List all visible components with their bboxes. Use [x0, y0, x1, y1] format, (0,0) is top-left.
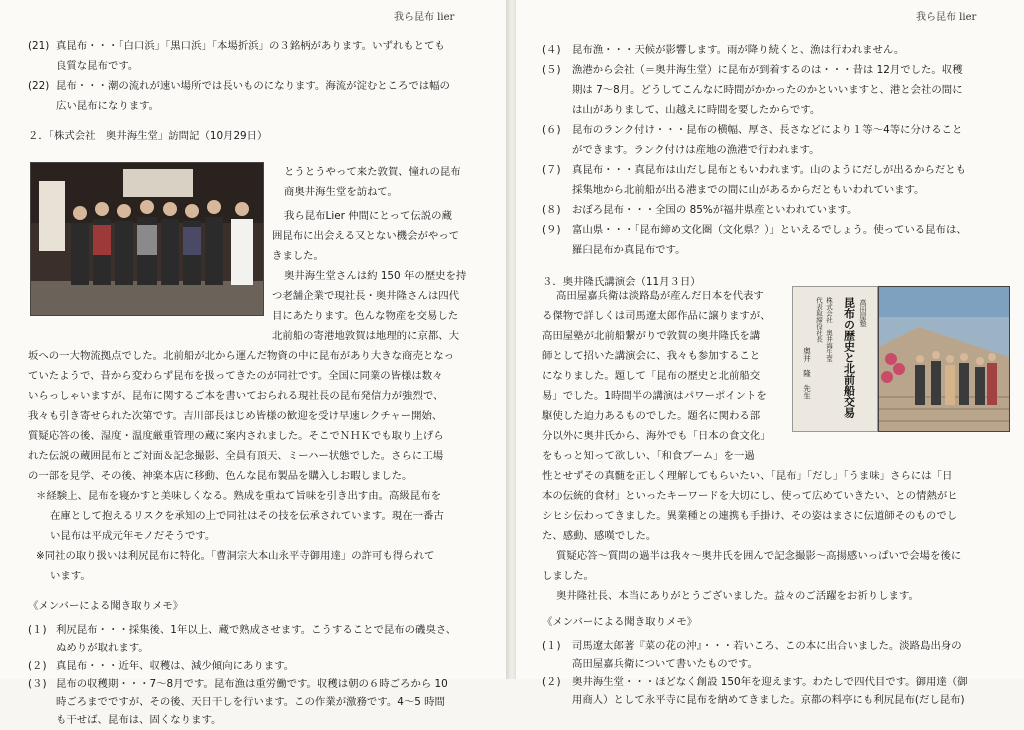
item-text: 漁港から会社（＝奥井海生堂）に昆布が到着するのは・・・昔は 12月でした。収穫	[572, 64, 963, 76]
body-line: いらっしゃいますが、昆布に関するご本を書いておられる現社長の昆布発信力が強烈で、	[28, 390, 444, 402]
banner-series: 高田屋塾	[859, 299, 867, 327]
item-text: 広い昆布になります。	[56, 100, 160, 112]
section-3-title: ３．奥井隆氏講演会（11月３日）	[542, 276, 701, 288]
body-line: る傑物で詳しくは司馬遼太郎作品に譲りますが、	[542, 310, 771, 322]
item-text: 昆布漁・・・天候が影響します。雨が降り続くと、漁は行われません。	[572, 44, 905, 56]
memo-text: 真昆布・・・近年、収穫は、減少傾向にあります。	[56, 660, 295, 672]
body-line: 分以外に奥井氏から、海外でも「日本の食文化」	[542, 430, 771, 442]
right-page	[516, 0, 1024, 706]
item-text: 採集地から北前船が出る港までの間に山があるからだともいわれています。	[572, 184, 925, 196]
memo-title: 《メンバーによる聞き取りメモ》	[28, 600, 184, 612]
item-text: 期は 7～8月。どうしてこんなに時間がかかったのかといいますと、港と会社の間に	[572, 84, 963, 96]
body-line: になりました。題して「昆布の歴史と北前船交	[542, 370, 761, 382]
note-line: 在庫として抱えるリスクを承知の上で同社はその技を伝承されています。現在一番古	[50, 510, 444, 522]
item-text: 昆布のランク付け・・・昆布の横幅、厚さ、長さなどにより１等～4等に分けること	[572, 124, 963, 136]
note-line: ＊経験上、昆布を寝かすと美味しくなる。熟成を重ねて旨味を引き出す由。高級昆布を	[36, 490, 441, 502]
body-line: 北前船の寄港地敦賀は地理的に京都、大	[272, 330, 460, 342]
body-line: ていたようで、昔から変わらず昆布を扱ってきたのが同社です。全国に同業の皆様は数々	[28, 370, 443, 382]
memo-text: 奥井海生堂・・・ほどなく創設 150年を迎えます。わたしで四代目です。御用達（御	[572, 676, 968, 688]
body-line: 坂への一大物流拠点でした。北前船が北から運んだ物資の中に昆布があり大きな商売となっ	[28, 350, 455, 362]
memo-text: 司馬遼太郎著『菜の花の沖』・・・若いころ、この本に出合いました。淡路島出身の	[572, 640, 962, 652]
left-page	[0, 0, 508, 726]
body-line: 奥井隆社長、本当にありがとうございました。益々のご活躍をお祈りします。	[556, 590, 919, 602]
item-text: ができます。ランク付けは産地の漁港で行われます。	[572, 144, 820, 156]
item-text: 真昆布・・・「白口浜」「黒口浜」「本場折浜」の３銘柄があります。いずれもとても	[56, 40, 445, 52]
item-text: 昆布・・・潮の流れが速い場所では長いものになります。海流が淀むところでは幅の	[56, 80, 450, 92]
item-number: (６)	[542, 124, 561, 136]
body-line: 高田屋塾が北前船繋がりで敦賀の奥井隆氏を講	[542, 330, 761, 342]
body-line: きました。	[272, 250, 324, 262]
body-line: シヒシ伝わってきました。異業種との連携も手掛け、その姿はまさに伝道師そのものでし	[542, 510, 958, 522]
body-line: れた伝説の蔵囲昆布とご対面＆記念撮影、全員有頂天、ミーハー状態でした。さらに工場	[28, 450, 444, 462]
body-line: 商奥井海生堂を訪ねて。	[284, 186, 398, 198]
lecture-photo-illustration	[879, 287, 1009, 431]
group-photo-illustration	[31, 163, 263, 315]
banner-speaker: 奥井 隆 先生	[802, 347, 812, 400]
item-number: (４)	[542, 44, 561, 56]
banner-role: 代表取締役社長	[815, 297, 823, 343]
item-number: (21)	[28, 40, 50, 52]
body-line: 駆使した迫力あるものでした。題名に関わる部	[542, 410, 761, 422]
body-line: 我々も引き寄せられた次第です。吉川部長はじめ皆様の歓迎を受け早速レクチャー開始、	[28, 410, 443, 422]
body-line: た、感動、感嘆でした。	[542, 530, 657, 542]
item-number: (22)	[28, 80, 50, 92]
memo-text: も干せば、昆布は、固くなります。	[56, 714, 222, 726]
item-number: (８)	[542, 204, 561, 216]
memo-text: 高田屋嘉兵衛について書いたものです。	[572, 658, 758, 670]
body-line: 師として招いた講演会に、我々も参加すること	[542, 350, 761, 362]
item-text: は山がありまして、山越えに時間を要したからです。	[572, 104, 821, 116]
memo-number: (１)	[28, 624, 47, 636]
body-line: 囲昆布に出会える又とない機会がやって	[272, 230, 460, 242]
lecture-title-banner	[792, 286, 878, 432]
body-line: 性とせずその真髄を正しく理解してもらいたい、「昆布」「だし」「うま味」さらには「日	[542, 470, 953, 482]
item-number: (７)	[542, 164, 561, 176]
body-line: 奥井海生堂さんは約 150 年の歴史を持	[284, 270, 467, 282]
item-number: (９)	[542, 224, 561, 236]
right-page-header: 我ら昆布 lier	[916, 12, 977, 23]
item-number: (５)	[542, 64, 561, 76]
banner-illustration	[793, 287, 877, 431]
body-line: 易」でした。1時間半の講演はパワーポイントを	[542, 390, 767, 402]
memo-text: 用商人）として永平寺に昆布を納めてきました。京都の料亭にも利尻昆布(だし昆布)	[572, 694, 965, 706]
memo-title: 《メンバーによる聞き取りメモ》	[542, 616, 698, 628]
memo-text: 時ごろまでですが、その後、天日干しを行います。この作業が激務です。4～5 時間	[56, 696, 445, 708]
body-line: をもっと知って欲しい、「和食ブーム」を一過	[542, 450, 755, 462]
body-line: 質疑応答～質問の過半は我々～奥井氏を囲んで記念撮影～高揚感いっぱいで会場を後に	[556, 550, 962, 562]
body-line: 我ら昆布Lier 仲間にとって伝説の蔵	[284, 210, 452, 222]
note-line: い昆布は平成元年モノだそうです。	[50, 530, 216, 542]
item-text: 羅臼昆布か真昆布です。	[572, 244, 686, 256]
body-line: とうとうやって来た敦賀、憧れの昆布	[284, 166, 461, 178]
item-text: おぼろ昆布・・・全国の 85%が福井県産といわれています。	[572, 204, 858, 216]
group-photo-kura	[30, 162, 264, 316]
section-2-title: ２．「株式会社 奥井海生堂」訪問記（10月29日）	[28, 130, 268, 142]
note-line: ※同社の取り扱いは利尻昆布に特化。「曹洞宗大本山永平寺御用達」の許可も得られて	[36, 550, 435, 562]
body-line: 質疑応答の後、湿度・温度厳重管理の蔵に案内されました。そこでＮＨＫでも取り上げら	[28, 430, 444, 442]
body-line: 高田屋嘉兵衛は淡路島が産んだ日本を代表す	[556, 290, 764, 302]
memo-number: (３)	[28, 678, 47, 690]
note-line: います。	[50, 570, 91, 582]
banner-title: 昆布の歴史と北前船交易	[842, 297, 856, 418]
memo-number: (１)	[542, 640, 561, 652]
item-text: 真昆布・・・真昆布は山だし昆布ともいわれます。山のようにだしが出るからだとも	[572, 164, 967, 176]
body-line: 本の伝統的食材」といったキーワードを大切にし、使って広めていきたい、との情熱がヒ	[542, 490, 958, 502]
memo-text: 利尻昆布・・・採集後、1年以上、蔵で熟成させます。こうすることで昆布の磯臭さ、	[56, 624, 457, 636]
memo-text: 昆布の収穫期・・・7～8月です。昆布漁は重労働です。収穫は朝の６時ごろから 10	[56, 678, 448, 690]
body-line: 目にあたります。色んな物産を交易した	[272, 310, 459, 322]
memo-number: (２)	[542, 676, 561, 688]
lecture-group-photo	[878, 286, 1010, 432]
body-line: の一部を見学、その後、神楽本店に移動、色んな昆布製品を購入しお暇しました。	[28, 470, 413, 482]
item-text: 富山県・・・「昆布締め文化圏（文化県？）」といえるでしょう。使っている昆布は、	[572, 224, 967, 236]
memo-text: ぬめりが取れます。	[56, 642, 149, 654]
body-line: しました。	[542, 570, 594, 582]
left-page-header: 我ら昆布 lier	[394, 12, 455, 23]
memo-number: (２)	[28, 660, 47, 672]
item-text: 良質な昆布です。	[56, 60, 139, 72]
banner-company: 株式会社 奥井海生堂	[825, 297, 833, 362]
body-line: つ老舗企業で現社長・奥井隆さんは四代	[272, 290, 460, 302]
